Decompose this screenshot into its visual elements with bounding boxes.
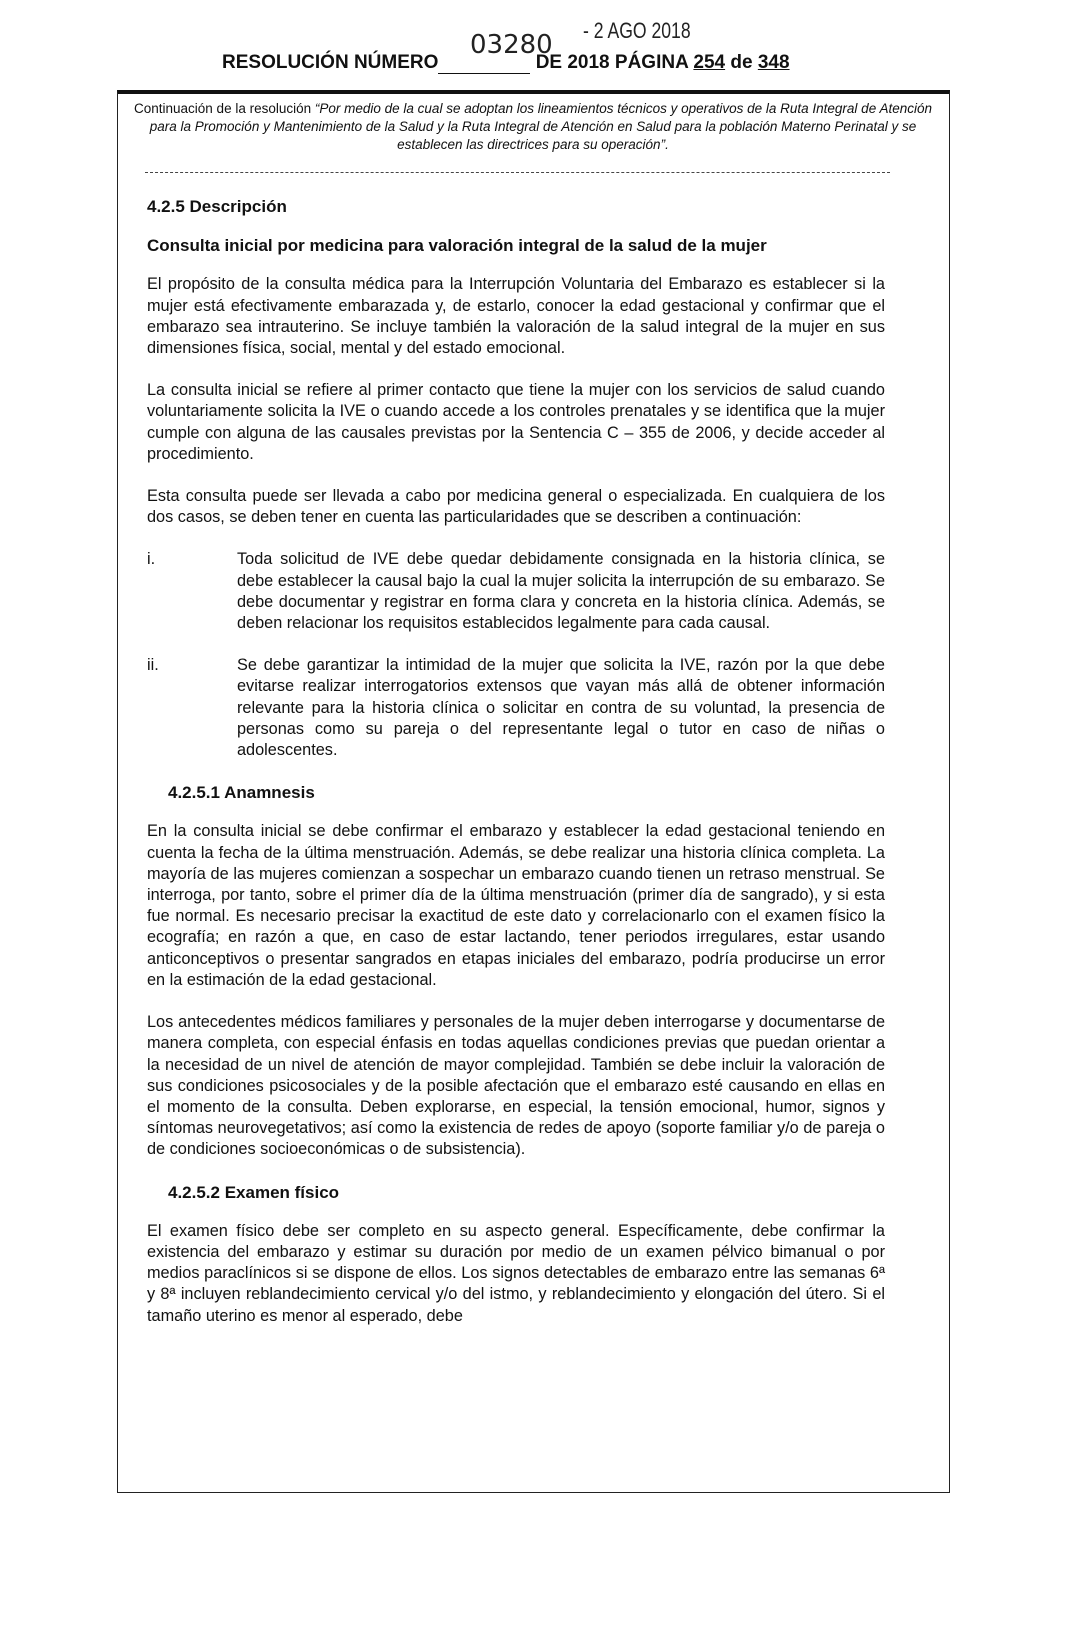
resolution-number-stamp: 03280 xyxy=(470,30,553,60)
number-blank xyxy=(438,53,530,74)
list-item xyxy=(147,549,885,634)
paragraph: Los antecedentes médicos familiares y personales de la mujer deben interrogarse y documentarse de manera completa, con especial énfasis en todas aquellas condiciones previas que puedan orientar a la necesidad de un nivel de atención de mayor complejidad. También se debe incluir la valoración de sus condiciones psicosociales y de la posible afectación que el embarazo esté causando en ellas en el momento de la consulta. Deben explorarse, en especial, la tensión emocional, humor, signos y síntomas neurovegetativos; así como la existencia de redes de apoyo (soporte familiar y/o de pareja o de condiciones socioeconómicas o de subsistencia). xyxy=(147,1013,885,1159)
continuation-lead: Continuación de la resolución xyxy=(134,101,315,116)
date-stamp: - 2 AGO 2018 xyxy=(583,18,691,43)
list-marker: ii. xyxy=(147,656,159,675)
list-marker: i. xyxy=(147,550,156,569)
page-header xyxy=(222,52,790,74)
examen-heading: 4.2.5.2 Examen físico xyxy=(168,1182,340,1202)
paragraph: El propósito de la consulta médica para la Interrupción Voluntaria del Embarazo es establecer si la mujer está efectivamente embarazada y, de estarlo, conocer la edad gestacional y confirmar que el embarazo sea intrauterino. Se incluye también la valoración de la salud integral de la mujer en sus dimensiones física, social, mental y del estado emocional. xyxy=(147,275,885,358)
continuation-note xyxy=(128,100,938,154)
list-item xyxy=(147,655,885,761)
header-of: de xyxy=(730,52,753,73)
page-total: 348 xyxy=(757,52,790,73)
list-text: Toda solicitud de IVE debe quedar debidamente consignada en la historia clínica, se debe establecer la causal bajo la cual la mujer solicita la interrupción de su embarazo. Se debe documentar y registrar en forma clara y concreta en la historia clínica. Además, se deben relacionar los requisitos establecidos legalmente para cada causal. xyxy=(237,550,885,633)
paragraph: El examen físico debe ser completo en su aspecto general. Específicamente, debe confirmar la existencia del embarazo y estimar su duración por medio de un examen pélvico bimanual o por medios paraclínicos si se dispone de ellos. Los signos detectables de embarazo entre las semanas 6ª y 8ª incluyen reblandecimiento cervical y/o del istmo, y reblandecimiento y elongación del útero. Si el tamaño uterino es menor al esperado, debe xyxy=(147,1221,885,1325)
dashed-divider xyxy=(145,172,890,173)
page-number: 254 xyxy=(693,52,726,73)
anamnesis-heading: 4.2.5.1 Anamnesis xyxy=(168,783,315,803)
paragraph: La consulta inicial se refiere al primer contacto que tiene la mujer con los servicios de salud cuando voluntariamente solicita la IVE o cuando accede a los controles prenatales y se identifica que la mujer cumple con alguna de las causales previstas por la Sentencia C – 355 de 2006, y decide acceder al procedimiento. xyxy=(147,381,885,463)
list-text: Se debe garantizar la intimidad de la mujer que solicita la IVE, razón por la que debe evitarse realizar interrogatorios extensos que vayan más allá de obtener información relevante para la historia clínica o solicitar en contra de su voluntad, la presencia de personas como su pareja o del representante legal o tutor en caso de niñas o adolescentes. xyxy=(237,656,885,760)
paragraph: Esta consulta puede ser llevada a cabo por medicina general o especializada. En cualquiera de los dos casos, se deben tener en cuenta las particularidades que se describen a continuación: xyxy=(147,487,885,527)
paragraph: En la consulta inicial se debe confirmar el embarazo y establecer la edad gestacional teniendo en cuenta la fecha de la última menstruación. Además, se debe realizar una historia clínica completa. La mayoría de las mujeres comienzan a sospechar un embarazo cuando tienen un retraso menstrual. Se interroga, por tanto, sobre el primer día de la última menstruación (primer día de sangrado), y si esta fue normal. Es necesario precisar la exactitud de este dato y correlacionarlo con el examen físico la ecografía; en razón a que, en caso de estar lactando, tener periodos irregulares, estar usando anticonceptivos o presentar sangrados en etapas iniciales del embarazo, podría producirse un error en la estimación de la edad gestacional. xyxy=(147,822,885,989)
document-body xyxy=(147,196,885,1348)
section-title: 4.2.5 Descripción xyxy=(147,197,287,216)
header-prefix: RESOLUCIÓN NÚMERO xyxy=(222,52,439,73)
header-mid: DE 2018 PÁGINA xyxy=(535,52,689,73)
continuation-quote: “Por medio de la cual se adoptan los lineamientos técnicos y operativos de la Ruta Integral de Atención para la Promoción y Mantenimiento de la Salud y la Ruta Integral de Atención en Salud para la población Materno Perinatal y se establecen las directrices para su operación”. xyxy=(149,101,932,152)
section-subtitle: Consulta inicial por medicina para valoración integral de la salud de la mujer xyxy=(147,236,767,256)
